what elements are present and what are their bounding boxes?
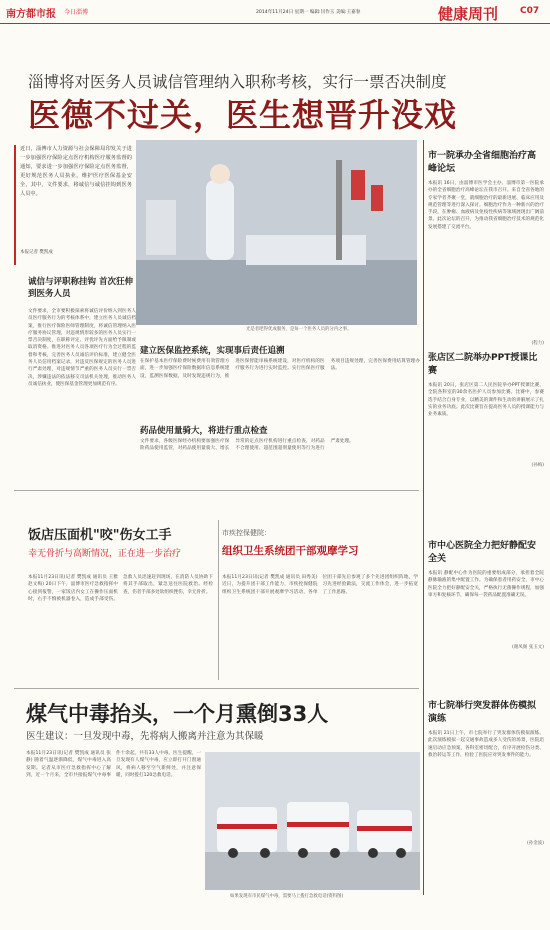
news-4-author: (孙金波) — [526, 841, 544, 846]
date-line: 2014年11月24日 星期一 编辑:闫作玉 美编:王嘉春 — [256, 10, 361, 15]
mid-right-headline: 组织卫生系统团干部观摩学习 — [222, 545, 359, 557]
news-1-title: 市一院承办全省细胞治疗高峰论坛 — [428, 151, 537, 174]
masthead — [0, 0, 550, 24]
mid-left-subhead: 幸无骨折与高断情况，正在进一步治疗 — [28, 549, 182, 559]
news-2-author: (孙梅) — [531, 463, 544, 468]
hospital-ward-illustration — [136, 140, 417, 325]
news-2-title: 张店区二院举办PPT授课比赛 — [428, 353, 538, 376]
news-3-title: 市中心医院全力把好静配安全关 — [428, 541, 537, 564]
news-3-author: (谢凤阁 张玉文) — [512, 645, 544, 650]
mid-left-headline: 饭店压面机"咬"伤女工手 — [28, 528, 172, 543]
news-4-body: 本报讯 21日上午，市七院举行了突发群体伤模拟演练。此次演练模拟一起交通事故造成多人受伤的场景，医院迅速启动应急预案，各科室密切配合，有序开展检伤分类、救治转运等工作，检验了医院应对突发事件的能力。 — [428, 731, 544, 758]
ambulance-photo — [205, 752, 420, 890]
news-item-1 — [428, 150, 544, 346]
bottom-headline: 煤气中毒抬头，一个月熏倒33人 — [26, 702, 329, 726]
lead-headline: 医德不过关，医生想晋升没戏 — [28, 96, 458, 134]
col1-subhead: 诚信与评职称挂钩 首次狂伸到医务人员 — [28, 277, 133, 299]
lead-kicker: 淄博将对医务人员诚信管理纳入职称考核，实行一票否决制度 — [28, 73, 447, 91]
lead-photo-caption: 光是者吧得优成服务，是每一个医务人员的分内之事。 — [246, 327, 352, 332]
news-3-body: 本报讯 静配中心作为医院的重要组成部分，承担着全院静脉输液的集中配置工作。为确保患者用药安全，市中心医院全力把好静配安全关，严格执行无菌操作规程，加强审方和复核环节，确保每一袋药品配置准确无误。 — [428, 571, 544, 598]
bottom-body: 本报11月23日讯(记者 樊凯成 通讯员 张静) 随着气温逐渐降低，煤气中毒进入高发期。记者从市医疗急救指挥中心了解到，近一个月来，全市共接报煤气中毒事件十余起，共有33人中毒。医生提醒，一旦发现有人煤气中毒，应立即打开门窗通风，将病人移至空气新鲜处，并注意保暖，同时拨打120急救电话。 — [26, 751, 201, 778]
news-item-2 — [428, 352, 544, 468]
col1-body: 文件要求，全市要积极探索将诚信评价纳入到医务人员医疗服务行为的考核体系中，建立医务人员诚信档案，推行医疗保险医师管理制度，将诚信管理纳入医疗服务协议管理，对违规情形较多的医务人员实行一票否决制度，在职称评定、评优评先方面给予限制或取消资格。推进对医务人员各项医疗行为全过程的监督和考核，完善医务人员诚信评价标准，建立健全医务人员信用档案记录，对违反医保规定的医务人员进行严肃处理，对违规情节严重的医务人员实行一票否决，涉嫌违法的依法移交司法机关处理，推动医务人员诚信执业，使医保基金管理更加规范有序。 — [28, 309, 136, 387]
news-2-body: 本报讯 20日，张店区第二人民医院举办PPT授课比赛，全院各科室的30余名医护人员参加比赛。比赛中，参赛选手结合自身专业，以精美的课件和生动的讲解展示了扎实的业务功底。此次比赛旨在提高医务人员的授课能力与业务素质。 — [428, 383, 544, 418]
mid-col-divider — [218, 520, 219, 680]
ambulance-caption: 如果发现有市民煤气中毒，需要马上拨打急救电话(资料图) — [230, 894, 344, 899]
intro-box — [14, 145, 132, 265]
mid-divider — [14, 490, 419, 491]
mid-left-body: 本报11月23日讯(记者 樊凯成 通讯员 王雅 赵文梅) 20日下午，淄博市医疗急救指挥中心接到报警，一家饭店内女工在操作压面机时，右手不慎被机器卷入，造成手部受伤。急救人员迅速赶到现场，在消防人员协助下将其手部取出，紧急送往医院救治。经检查，伤者手部多处软组织挫伤，幸无骨折。 — [28, 575, 213, 602]
news-1-author: (程力) — [531, 341, 544, 346]
byline: 本报记者 樊凯成 — [20, 250, 53, 255]
newspaper-logo: 南方都市报 — [6, 9, 56, 20]
col2-subhead-1: 建立医保监控系统，实现事后责任追溯 — [140, 346, 285, 356]
page-number: C07 — [520, 6, 540, 16]
mid-right-kicker: 市疾控保健院： — [222, 529, 271, 537]
logo-tag: 今日淄博 — [64, 9, 89, 16]
news-item-4 — [428, 700, 544, 846]
right-col-divider — [423, 140, 424, 895]
col2-body-2: 文件要求，各级医保经办机构要加强医疗保险药品使用监管，对药品使用量骑大、增长异常的定点医疗机构进行重点检查，对药品不合理使用、超范围超剂量使用等行为进行严肃处理。 — [140, 439, 354, 452]
news-4-title: 市七院举行突发群体伤模拟演练 — [428, 701, 537, 724]
mid-right-body: 本报11月23日讯(记者 樊凯成 通讯员 田秀美) 近日，为提升团干部工作能力，市疾控保健院组织卫生系统团干部开展观摩学习活动，各单位团干部先后参观了多个先进团组织阵地，学习先进经验做法，交流工作体会，进一步拓宽了工作思路。 — [222, 575, 418, 595]
intro-text: 近日，淄博市人力资源与社会保障局印发关于进一步加强医疗保险定点医疗机构医疗服务监督的通知，要求进一步加强医疗保险定点医务监督，更好规范医务人员执业，维护医疗医保基金安全，其中，文件要求，将诚信与诚信挂钩到医务人员中。 — [20, 146, 132, 197]
ambulance-illustration — [205, 752, 420, 890]
news-item-3 — [428, 540, 544, 650]
news-1-body: 本报讯 16日，由淄博市医学会主办、淄博市第一医院承办的全省细胞治疗高峰论坛在我市召开。来自全省各地的专家学者齐聚一堂，就细胞治疗的最新进展、临床应用及规范管理等进行深入探讨。细胞治疗作为一种新兴的治疗手段，在肿瘤、血液病及免疫性疾病等领域展现出广阔前景。此次论坛的召开，为推动我省细胞治疗技术的规范化发展搭建了交流平台。 — [428, 181, 544, 230]
lead-photo — [136, 140, 417, 325]
col2-subhead-2: 药品使用量骑大，将进行重点检查 — [140, 426, 268, 436]
col2-body-1: 在保护基本医疗保险费时候费用有效管理方面，进一步加强医疗保险数据库信息系统建设，监测医保数据，及时发现违规行为，推进医保智能审核系统建设，对医疗机构的医疗服务行为进行实时监控。实行医保医疗服务项目违规处理，完善医保费用结算管理办法。 — [140, 359, 420, 379]
bottom-subhead: 医生建议：一旦发现中毒，先将病人搬离并注意为其保暖 — [26, 731, 264, 742]
section-title: 健康周刊 — [438, 5, 499, 23]
bottom-divider — [14, 688, 419, 689]
